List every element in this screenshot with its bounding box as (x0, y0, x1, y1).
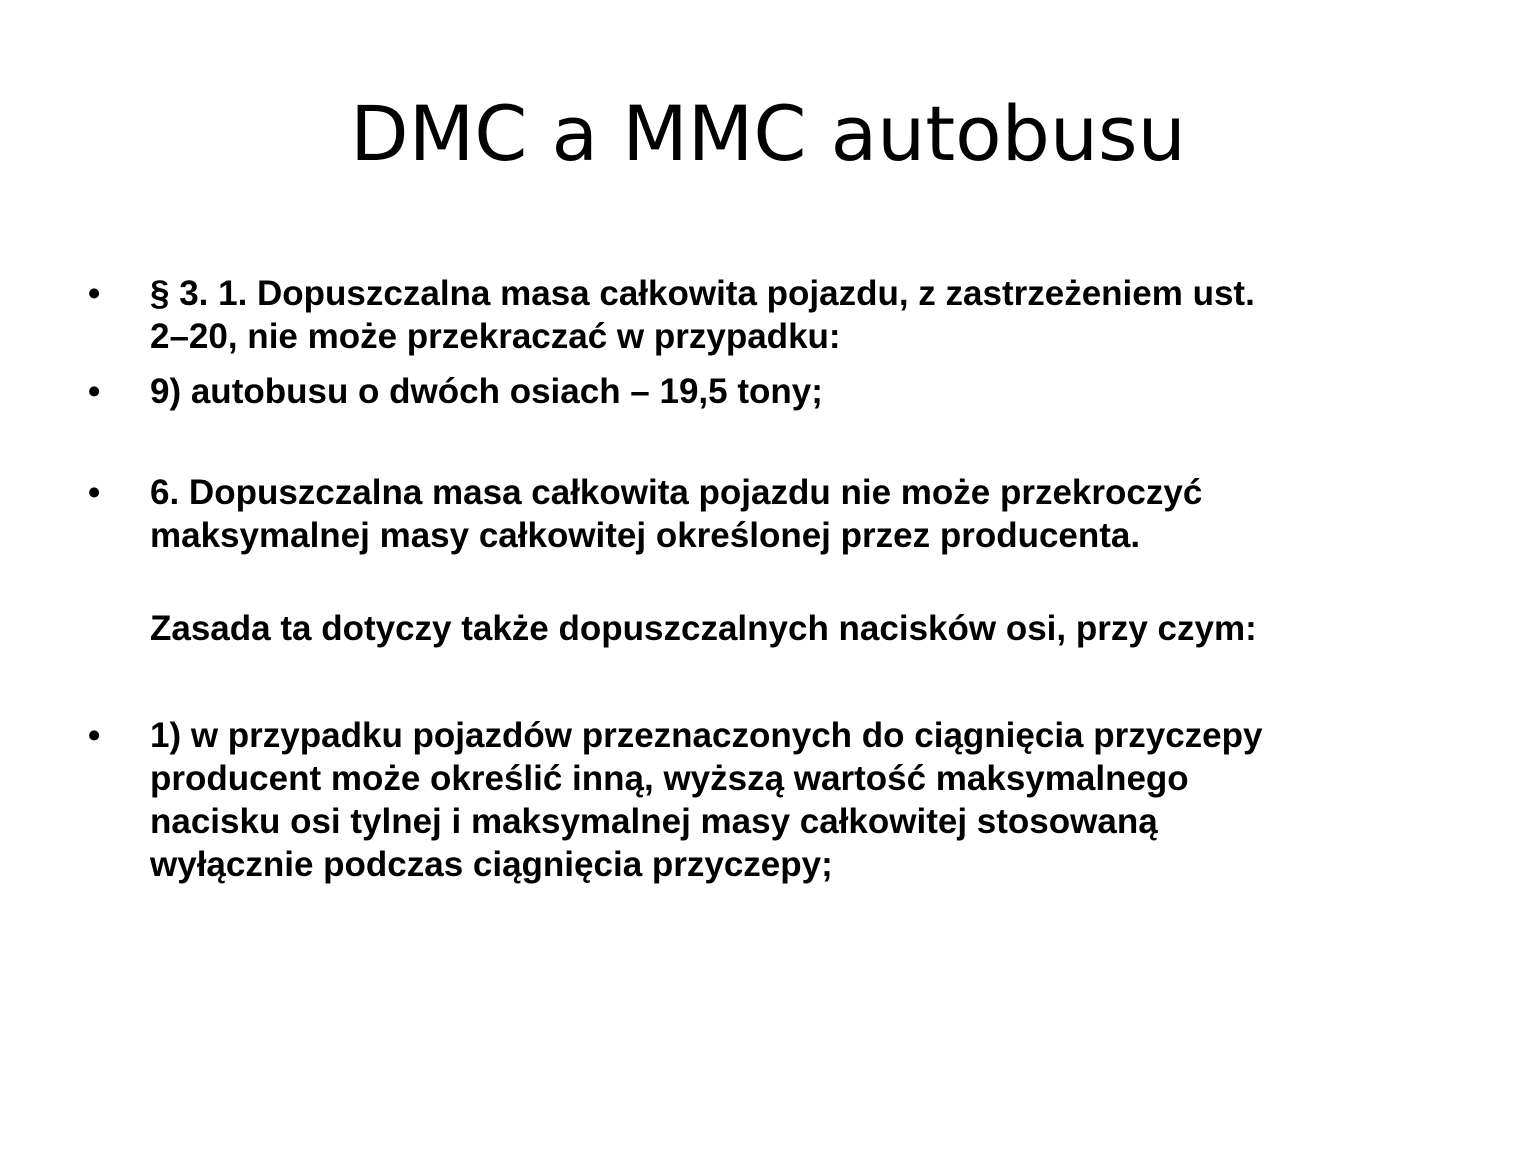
bullet-icon: • (88, 274, 101, 313)
list-item-2 (88, 370, 1488, 413)
list-item-4 (88, 714, 1488, 886)
list-item-3 (88, 471, 1488, 650)
list-item-text-line: 9) autobusu o dwóch osiach – 19,5 tony; (150, 372, 823, 411)
bullet-list (88, 272, 1488, 886)
list-item-text-line: 1) w przypadku pojazdów przeznaczonych do ciągnięcia przyczepy (150, 716, 1263, 755)
list-item-text-line: wyłącznie podczas ciągnięcia przyczepy; (150, 845, 833, 884)
list-item-note: Zasada ta dotyczy także dopuszczalnych nacisków osi, przy czym: (150, 609, 1257, 648)
list-item-text-line: maksymalnej masy całkowitej określonej przez producenta. (150, 516, 1141, 555)
list-item-text-line: 6. Dopuszczalna masa całkowita pojazdu nie może przekroczyć (150, 473, 1203, 512)
bullet-icon: • (88, 473, 101, 512)
list-item-text-line: nacisku osi tylnej i maksymalnej masy całkowitej stosowaną (150, 802, 1158, 841)
list-item-text-line: 2–20, nie może przekraczać w przypadku: (150, 317, 841, 356)
list-item-text-line: producent może określić inną, wyższą wartość maksymalnego (150, 759, 1189, 798)
bullet-icon: • (88, 716, 101, 755)
slide-title: DMC a MMC autobusu (350, 89, 1186, 178)
bullet-icon: • (88, 372, 101, 411)
list-item-text-line: § 3. 1. Dopuszczalna masa całkowita pojazdu, z zastrzeżeniem ust. (150, 274, 1255, 313)
list-item-1 (88, 272, 1488, 358)
